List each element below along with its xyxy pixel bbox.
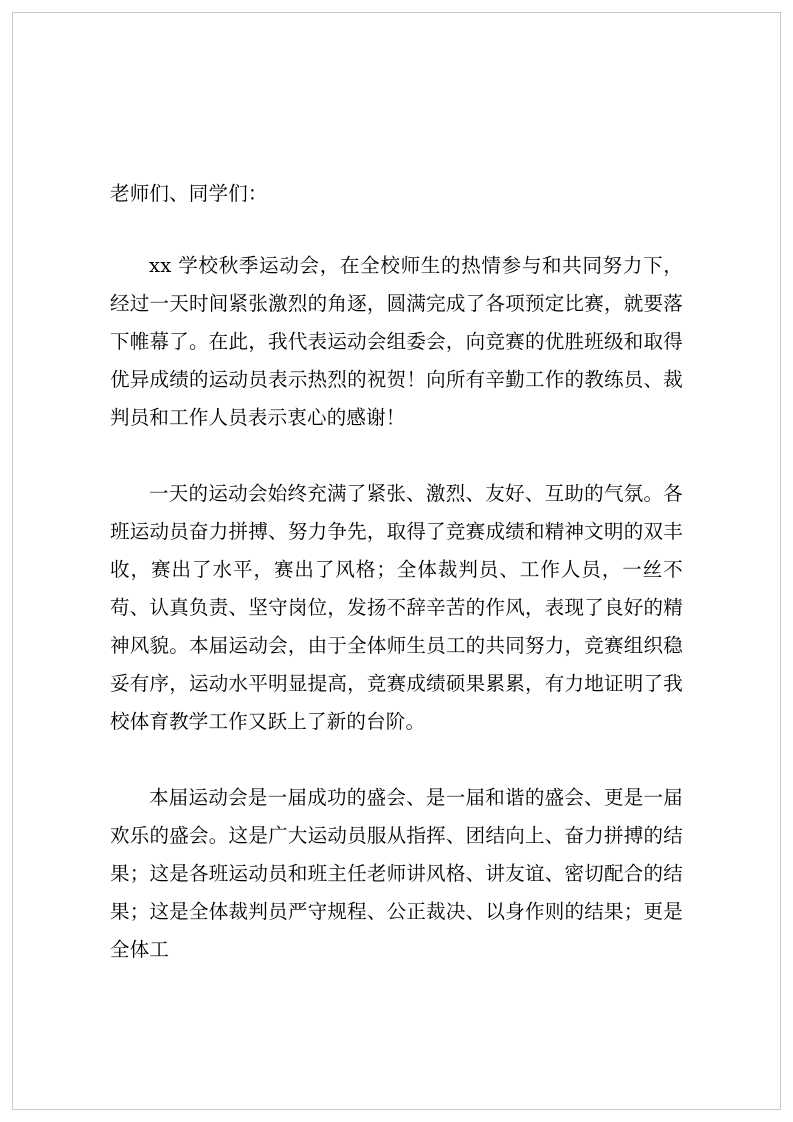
paragraph-spacer — [110, 741, 683, 779]
paragraph-3: 本届运动会是一届成功的盛会、是一届和谐的盛会、更是一届欢乐的盛会。这是广大运动员服从指挥、团结向上、奋力拼搏的结果；这是各班运动员和班主任老师讲风格、讲友谊、密切配合的结果；这是全体裁判员严守规程、公正裁决、以身作则的结果；更是全体工 — [110, 786, 683, 961]
paragraph-1: xx 学校秋季运动会，在全校师生的热情参与和共同努力下，经过一天时间紧张激烈的角逐，圆满完成了各项预定比赛，就要落下帷幕了。在此，我代表运动会组委会，向竞赛的优胜班级和取得优异成绩的运动员表示热烈的祝贺！向所有辛勤工作的教练员、裁判员和工作人员表示衷心的感谢！ — [110, 254, 683, 429]
paragraph-spacer — [110, 437, 683, 475]
document-body — [110, 175, 683, 969]
salutation-paragraph: 老师们、同学们： — [110, 182, 268, 205]
paragraph-2: 一天的运动会始终充满了紧张、激烈、友好、互助的气氛。各班运动员奋力拼搏、努力争先，取得了竞赛成绩和精神文明的双丰收，赛出了水平，赛出了风格；全体裁判员、工作人员，一丝不苟、认真负责、坚守岗位，发扬不辞辛苦的作风，表现了良好的精神风貌。本届运动会，由于全体师生员工的共同努力，竞赛组织稳妥有序，运动水平明显提高，竞赛成绩硕果累累，有力地证明了我校体育教学工作又跃上了新的台阶。 — [110, 482, 683, 733]
paragraph-spacer — [110, 213, 683, 247]
